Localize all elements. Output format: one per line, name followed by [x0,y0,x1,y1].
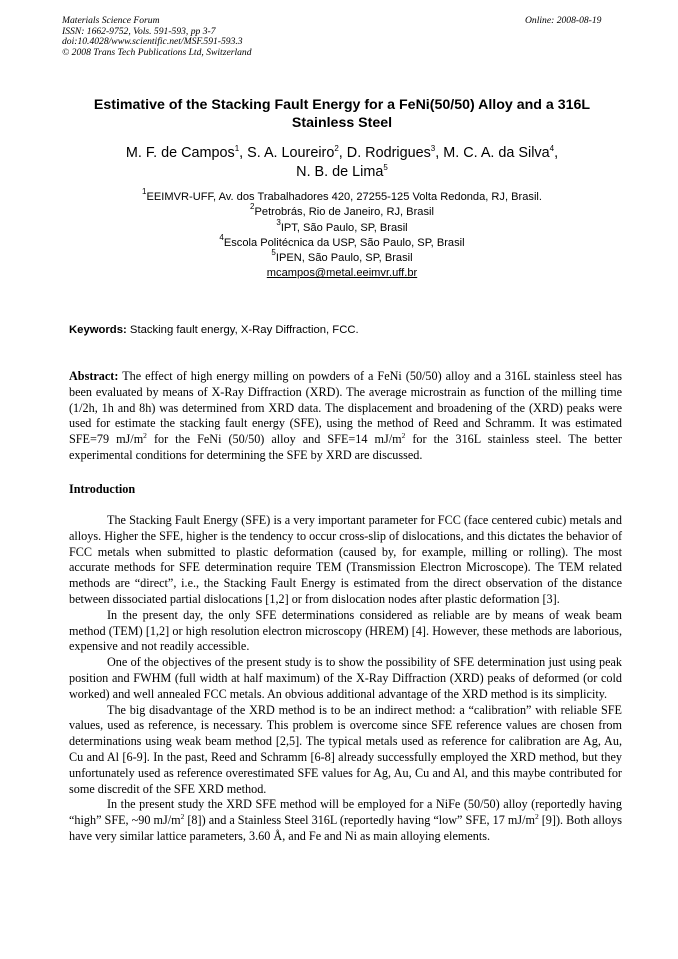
journal-copyright: © 2008 Trans Tech Publications Ltd, Switzerland [62,46,252,58]
keywords-label: Keywords: [69,324,127,336]
author-5: N. B. de Lima$^5$ [296,163,388,180]
keywords-text: Stacking fault energy, X-Ray Diffraction, FCC. [129,324,359,336]
author-2: S. A. Loureiro$^2$, [247,144,347,161]
paragraph: One of the objectives of the present study is to show the possibility of SFE determination just using peak position and FWHM (full width at half maximum) of the X-Ray Diffraction (XRD) peaks of deformed (or cold worked) and well annealed FCC metals. An obvious additional advantage of the XRD method is its simplicity. [69,655,622,701]
affiliation-4: $^4$Escola Politécnica da USP, São Paulo, SP, Brasil [219,232,465,249]
journal-issn: ISSN: 1662-9752, Vols. 591-593, pp 3-7 [62,25,216,37]
affiliation-2: $^2$Petrobrás, Rio de Janeiro, RJ, Brasil [250,202,434,219]
online-date: Online: 2008-08-19 [525,15,602,26]
affiliation-3: $^3$IPT, São Paulo, SP, Brasil [276,217,408,234]
affiliation-1: $^1$EEIMVR-UFF, Av. dos Trabalhadores 420, 27255-125 Volta Redonda, RJ, Brasil. [142,187,542,203]
contact-email-link[interactable]: mcampos@metal.eeimvr.uff.br [266,267,418,280]
journal-name: Materials Science Forum [62,15,160,26]
abstract: Abstract: The effect of high energy milling on powders of a FeNi (50/50) alloy and a 316L stainless steel has been evaluated by means of X-Ray Diffraction (XRD). The average microstrain as function of the milling time (1/2h, 1h and 8h) was determined from XRD data. The displacement and broadening of the (XRD) peaks were used for estimate the stacking fault energy (SFE), using the method of Reed and Schramm. It was estimated SFE=79 $mJ/m^2$ for the FeNi (50/50) alloy and SFE=14 $mJ/m^2$ for the 316L stainless steel. The better experimental conditions for determining the SFE by XRD are discussed. [69,369,622,462]
affiliation-list [62,187,622,282]
section-heading-introduction: Introduction [69,482,136,496]
author-list [62,144,622,182]
paragraph: The big disadvantage of the XRD method is to be an indirect method: a “calibration” with reliable SFE values, used as reference, is necessary. This problem is overcome since SFE reference values are chosen from determinations using weak beam method [2,5]. The typical metals used as reference for calibration are Ag, Au, Cu and Al [6-9]. In the past, Reed and Schramm [6-8] already successfully employed the XRD method, but they unfortunately used as reference overestimated SFE values for Ag, Au, Cu and Al, and this maybe contributed for some discredit of the SFE XRD method. [69,702,622,796]
affiliation-5: $^5$IPEN, São Paulo, SP, Brasil [271,248,413,265]
paragraph: The Stacking Fault Energy (SFE) is a very important parameter for FCC (face centered cubic) metals and alloys. Higher the SFE, higher is the tendency to occur cross-slip of dislocations, and this dictates the behavior of FCC metals when submitted to plastic deformation (caused by, for example, milling or rolling). The most accurate methods for SFE determination require TEM (Transmission Electron Microscope). The TEM related methods are “direct”, i.e., the Stacking Fault Energy is estimated from the direct observation of the distance between dissociated partial dislocations [1,2] or from dislocation nodes after plastic deformation [3]. [69,513,622,606]
keywords [69,323,625,338]
author-3: D. Rodrigues$^3$, [346,144,444,161]
author-4: M. C. A. da Silva$^4$, [443,144,559,161]
paragraph: In the present study the XRD SFE method will be employed for a NiFe (50/50) alloy (reportedly having “high” SFE, ~90 $mJ/m^2$ [8]) and a Stainless Steel 316L (reportedly having “low” SFE, 17 $mJ/m^2$ [9]). Both alloys have very similar lattice parameters, 3.60 Å, and Fe and Ni as main alloying elements. [69,797,622,843]
journal-header [62,16,252,58]
introduction-body [69,513,622,845]
author-1: M. F. de Campos$^1$, [125,144,248,161]
abstract-label: Abstract: [69,369,119,383]
paper-title: Estimative of the Stacking Fault Energy for a FeNi(50/50) Alloy and a 316L Stainless Steel [93,97,591,131]
journal-doi[interactable]: doi:10.4028/www.scientific.net/MSF.591-593.3 [62,36,243,48]
paragraph: In the present day, the only SFE determinations considered as reliable are by means of weak beam method (TEM) [1,2] or high resolution electron microscopy (HREM) [4]. However, these methods are laborious, expensive and not readily accessible. [69,607,622,654]
